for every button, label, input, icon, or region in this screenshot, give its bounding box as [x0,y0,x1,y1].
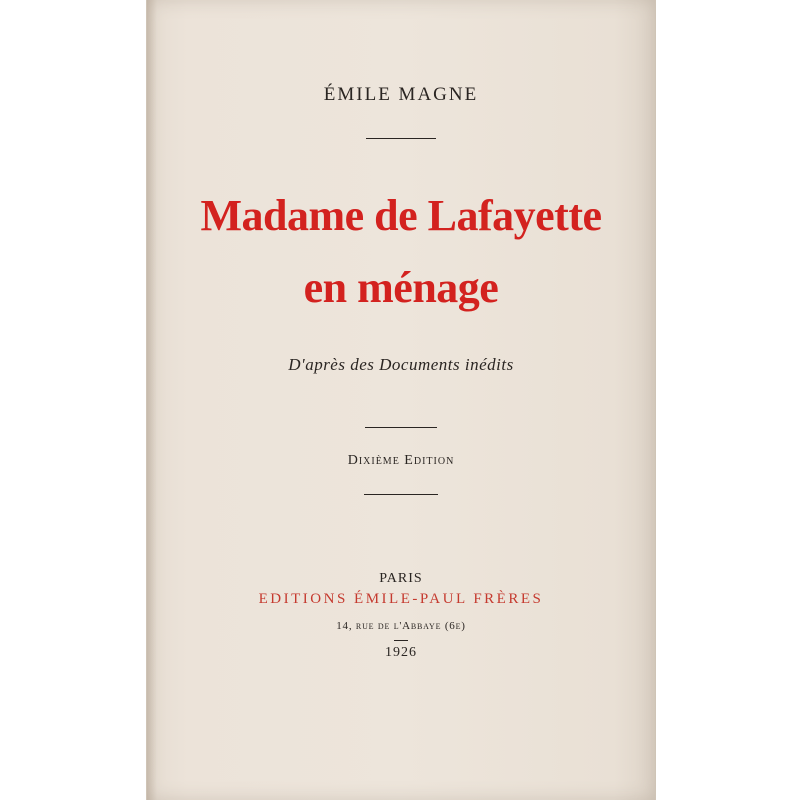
edition-label: Dixième Edition [347,453,455,468]
title-line-2: en ménage [303,263,499,312]
publisher-city: PARIS [379,571,423,586]
subtitle: D'après des Documents inédits [288,355,514,374]
book-cover [146,0,656,800]
cover-fold-shadow [147,0,157,800]
divider-subtitle [365,427,437,428]
publication-year: 1926 [385,645,417,660]
publisher-address: 14, rue de l'Abbaye (6e) [336,620,466,632]
divider-edition [364,494,438,495]
title-line-1: Madame de Lafayette [200,191,602,240]
author-name: ÉMILE MAGNE [323,84,479,105]
divider-year [394,640,408,641]
publisher-name: EDITIONS ÉMILE-PAUL FRÈRES [258,591,544,607]
divider-author [366,138,436,139]
